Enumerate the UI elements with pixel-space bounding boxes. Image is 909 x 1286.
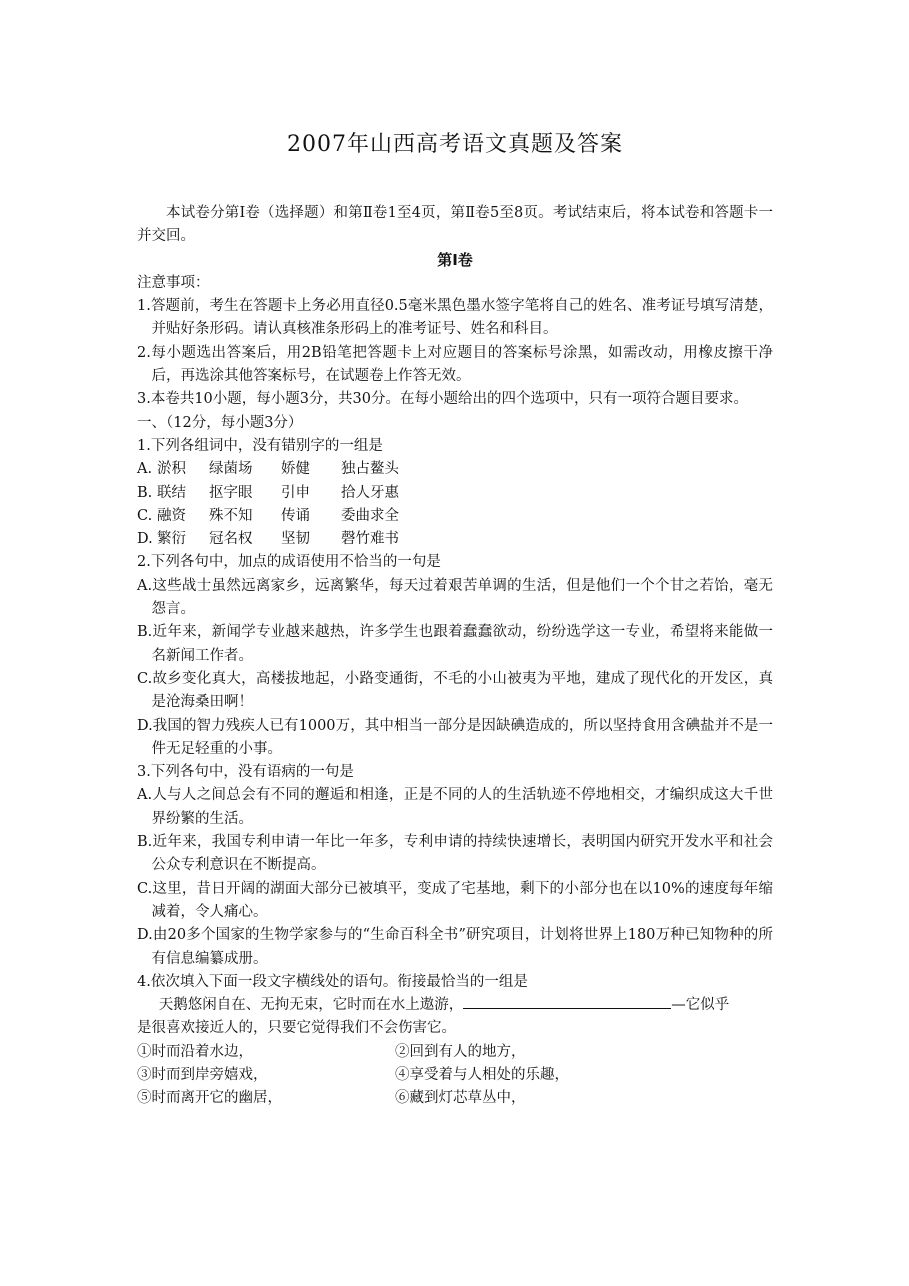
q3-option-d: D.由20多个国家的生物学家参与的“生命百科全书”研究项目，计划将世界上180万种已知物种的所有信息编纂成册。 <box>137 927 773 967</box>
notice-heading: 注意事项： <box>137 274 210 291</box>
q4-choice-row <box>137 1087 773 1110</box>
choice-item: ④享受着与人相处的乐趣， <box>395 1066 569 1083</box>
option-word: 融资 <box>157 507 186 524</box>
option-word: 独占鳌头 <box>341 461 399 478</box>
option-word: 联结 <box>157 484 186 501</box>
intro-paragraph: 本试卷分第Ⅰ卷（选择题）和第Ⅱ卷1至4页，第Ⅱ卷5至8页。考试结束后，将本试卷和答题卡一并交回。 <box>137 205 773 245</box>
q2-option-d: D.我国的智力残疾人已有1000万，其中相当一部分是因缺碘造成的，所以坚持食用含碘盐并不是一件无足轻重的小事。 <box>137 717 773 757</box>
choice-item: ⑤时而离开它的幽居， <box>137 1090 282 1107</box>
option-word: 坚韧 <box>281 531 310 548</box>
page-title: 2007年山西高考语文真题及答案 <box>287 132 623 157</box>
q1-option-b <box>137 482 773 505</box>
choice-item: ③时而到岸旁嬉戏， <box>137 1066 268 1083</box>
option-word: 磬竹难书 <box>341 531 399 548</box>
choice-item: ⑥藏到灯芯草丛中， <box>395 1090 526 1107</box>
question-stem: 3.下列各句中，没有语病的一句是 <box>137 764 354 781</box>
q2-option-c: C.故乡变化真大，高楼拔地起，小路变通街，不毛的小山被夷为平地，建成了现代化的开发区，真是沧海桑田啊！ <box>137 670 773 711</box>
notice-item: 3.本卷共10小题，每小题3分，共30分。在每小题给出的四个选项中，只有一项符合题目要求。 <box>137 391 748 408</box>
q2-option-b: B.近年来，新闻学专业越来越热，许多学生也跟着蠢蠢欲动，纷纷选学这一专业，希望将来能做一名新闻工作者。 <box>137 624 773 664</box>
q1-option-a <box>137 458 773 481</box>
passage-text: —它似乎 <box>671 997 730 1014</box>
option-label: D. <box>137 531 153 548</box>
q4-choice-row <box>137 1041 773 1064</box>
q4-choice-row <box>137 1064 773 1087</box>
option-word: 淤积 <box>157 461 186 478</box>
q3-option-c: C.这里，昔日开阔的湖面大部分已被填平，变成了宅基地，剩下的小部分也在以10%的速度每年缩减着，令人痛心。 <box>137 880 773 920</box>
question-stem: 2.下列各句中，加点的成语使用不恰当的一句是 <box>137 554 441 571</box>
question-stem: 4.依次填入下面一段文字横线处的语句。衔接最恰当的一组是 <box>137 973 528 990</box>
q4-passage-line <box>137 994 773 1017</box>
q3-option-b: B.近年来，我国专利申请一年比一年多，专利申请的持续快速增长，表明国内研究开发水平和社会公众专利意识在不断提高。 <box>137 834 773 874</box>
question-stem: 1.下列各组词中，没有错别字的一组是 <box>137 437 383 454</box>
option-word: 抠字眼 <box>209 484 253 501</box>
notice-item: 2.每小题选出答案后，用2B铅笔把答题卡上对应题目的答案标号涂黑，如需改动，用橡皮擦干净后，再选涂其他答案标号，在试题卷上作答无效。 <box>137 344 773 385</box>
fill-blank <box>463 994 671 1009</box>
choice-item: ①时而沿着水边， <box>137 1043 253 1060</box>
option-label: B. <box>137 484 153 501</box>
option-word: 冠名权 <box>209 531 253 548</box>
choice-item: ②回到有人的地方， <box>395 1043 526 1060</box>
q1-option-c <box>137 505 773 528</box>
q1-option-d <box>137 528 773 551</box>
option-label: C. <box>137 507 153 524</box>
option-word: 引申 <box>281 484 310 501</box>
q4-passage-line2: 是很喜欢接近人的，只要它觉得我们不会伤害它。 <box>137 1020 456 1037</box>
option-word: 繁衍 <box>157 531 186 548</box>
section-heading: 第Ⅰ卷 <box>437 250 473 269</box>
option-word: 拾人牙惠 <box>341 484 399 501</box>
option-label: A. <box>137 461 153 478</box>
q3-option-a: A.人与人之间总会有不同的邂逅和相逢，正是不同的人的生活轨迹不停地相交，才编织成这大千世界纷繁的生活。 <box>137 787 773 827</box>
option-word: 绿菌场 <box>209 461 253 478</box>
option-word: 传诵 <box>281 507 310 524</box>
part-heading: 一、（12分，每小题3分） <box>137 414 303 431</box>
q2-option-a: A.这些战士虽然远离家乡，远离繁华，每天过着艰苦单调的生活，但是他们一个个甘之若饴，毫无怨言。 <box>137 577 773 618</box>
option-word: 委曲求全 <box>341 507 399 524</box>
option-word: 娇健 <box>281 461 310 478</box>
notice-item: 1.答题前，考生在答题卡上务必用直径0.5毫米黑色墨水签字笔将自己的姓名、准考证号填写清楚，并贴好条形码。请认真核准条形码上的准考证号、姓名和科目。 <box>137 298 773 338</box>
passage-text: 天鹅悠闲自在、无拘无束，它时而在水上遨游， <box>158 997 464 1014</box>
option-word: 殊不知 <box>209 507 253 524</box>
